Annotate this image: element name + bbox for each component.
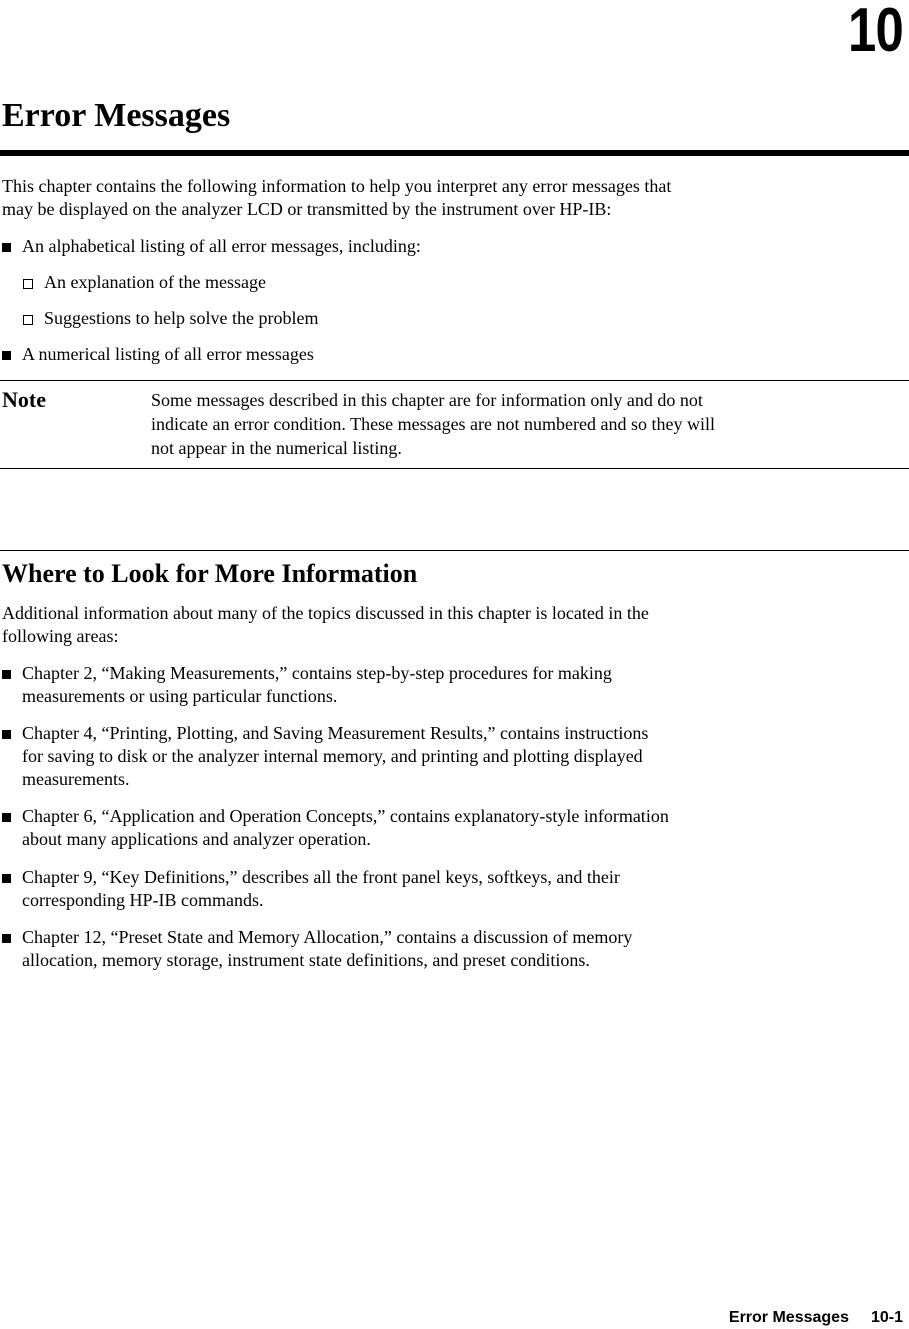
list-item-line: Chapter 6, “Application and Operation Concepts,” contains explanatory-style information <box>22 806 669 826</box>
intro-line-2: may be displayed on the analyzer LCD or transmitted by the instrument over HP-IB: <box>2 199 612 219</box>
bullet-square-icon <box>2 730 11 739</box>
bullet-square-icon <box>2 874 11 883</box>
note-label: Note <box>2 387 46 412</box>
note-line-2: indicate an error condition. These messages are not numbered and so they will <box>151 414 715 434</box>
list-item-line: measurements. <box>22 769 130 789</box>
list-item-text <box>22 866 620 912</box>
note-line-1: Some messages described in this chapter are for information only and do not <box>151 390 703 410</box>
list-item-text: An alphabetical listing of all error messages, including: <box>22 236 421 256</box>
bullet-square-icon <box>2 351 11 360</box>
list-item-line: corresponding HP-IB commands. <box>22 890 264 910</box>
chapter-number: 10 <box>848 0 903 65</box>
hollow-square-icon <box>23 279 33 289</box>
list-item-line: about many applications and analyzer operation. <box>22 829 371 849</box>
footer-page-number: 10-1 <box>870 1309 903 1326</box>
list-item-line: Chapter 2, “Making Measurements,” contains step-by-step procedures for making <box>22 663 612 683</box>
list-item-line: Chapter 4, “Printing, Plotting, and Saving Measurement Results,” contains instructions <box>22 723 649 743</box>
hollow-square-icon <box>23 315 33 325</box>
section-intro-line-1: Additional information about many of the topics discussed in this chapter is located in the <box>2 603 649 623</box>
chapter-title: Error Messages <box>2 97 231 134</box>
note-line-3: not appear in the numerical listing. <box>151 438 402 458</box>
sub-list-item-text: Suggestions to help solve the problem <box>44 308 319 328</box>
list-item-line: allocation, memory storage, instrument state definitions, and preset conditions. <box>22 950 590 970</box>
intro-line-1: This chapter contains the following information to help you interpret any error messages that <box>2 176 672 196</box>
list-item-text <box>22 722 648 791</box>
bullet-square-icon <box>2 670 11 679</box>
section-rule <box>0 550 909 551</box>
footer-section-name: Error Messages <box>728 1309 849 1326</box>
page-footer <box>729 1308 903 1328</box>
list-item-text <box>22 926 632 972</box>
bullet-square-icon <box>2 813 11 822</box>
section-intro-line-2: following areas: <box>2 626 119 646</box>
list-item-line: for saving to disk or the analyzer internal memory, and printing and plotting displayed <box>22 746 643 766</box>
sub-list-item-text: An explanation of the message <box>44 272 266 292</box>
list-item-text: A numerical listing of all error messages <box>22 344 314 364</box>
bullet-square-icon <box>2 243 11 252</box>
title-rule <box>0 150 909 156</box>
note-text <box>151 388 715 460</box>
list-item-line: Chapter 12, “Preset State and Memory Allocation,” contains a discussion of memory <box>22 927 633 947</box>
note-bottom-rule <box>0 468 909 469</box>
note-top-rule <box>0 380 909 381</box>
list-item-line: measurements or using particular functions. <box>22 686 338 706</box>
section-title: Where to Look for More Information <box>2 559 418 588</box>
list-item-text <box>22 805 669 851</box>
list-item-text <box>22 662 612 708</box>
bullet-square-icon <box>2 934 11 943</box>
list-item-line: Chapter 9, “Key Definitions,” describes all the front panel keys, softkeys, and their <box>22 867 620 887</box>
